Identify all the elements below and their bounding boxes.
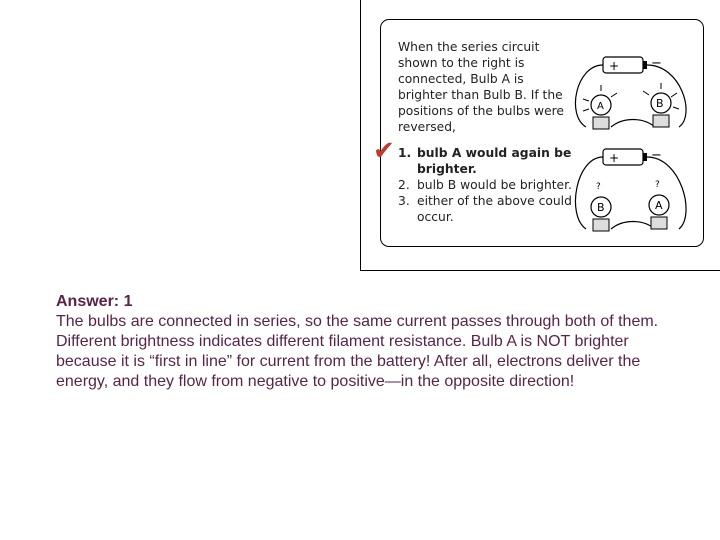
answer-explanation: The bulbs are connected in series, so the same current passes through both of them. Different brightness indicates different filament resistance. Bulb A is NOT brighter because it is “first in line” for current from the battery! After all, electrons deliver the energy, and they flow from negative to positive—in the opposite direction!	[56, 313, 659, 390]
battery-plus-label: +	[609, 59, 620, 73]
battery-terminal	[643, 61, 647, 69]
unknown-brightness-label: ?	[655, 180, 660, 190]
choice-text: bulb B would be brighter.	[417, 178, 572, 192]
question-text: When the series circuit shown to the right is connected, Bulb A is brighter than Bulb B. If the positions of the bulbs were reversed,	[398, 40, 564, 134]
bulb-socket	[593, 117, 609, 129]
circuit-wire	[575, 157, 686, 229]
top-circuit	[575, 56, 686, 129]
bulb-socket	[593, 219, 609, 231]
unknown-brightness-label: ?	[596, 182, 601, 192]
choice-text: either of the above could occur.	[417, 194, 572, 224]
battery-minus-label: −	[651, 148, 662, 163]
bottom-circuit	[575, 148, 686, 231]
choice-list	[398, 145, 578, 225]
bulb-label: B	[656, 97, 664, 110]
answer-section	[56, 292, 676, 392]
choice-number: 2.	[398, 178, 410, 192]
bulb-label: B	[597, 201, 605, 214]
correct-check-icon: ✔	[373, 136, 395, 166]
choice-1	[398, 145, 578, 177]
bulb-label: A	[597, 101, 604, 112]
battery-minus-label: −	[651, 56, 662, 71]
battery-plus-label: +	[609, 151, 620, 165]
choice-text: bulb A would again be brighter.	[417, 146, 572, 176]
answer-title: Answer: 1	[56, 293, 133, 310]
bulb-label: A	[655, 199, 663, 212]
bulb-socket	[651, 217, 667, 229]
question-card	[373, 19, 704, 247]
question-figure	[360, 0, 720, 271]
bulb-socket	[653, 115, 669, 127]
choice-number: 1.	[398, 146, 412, 160]
choice-2	[398, 177, 578, 193]
battery-terminal	[643, 153, 647, 161]
choice-number: 3.	[398, 194, 410, 208]
choice-3	[398, 193, 578, 225]
series-circuits-diagram	[571, 45, 701, 245]
